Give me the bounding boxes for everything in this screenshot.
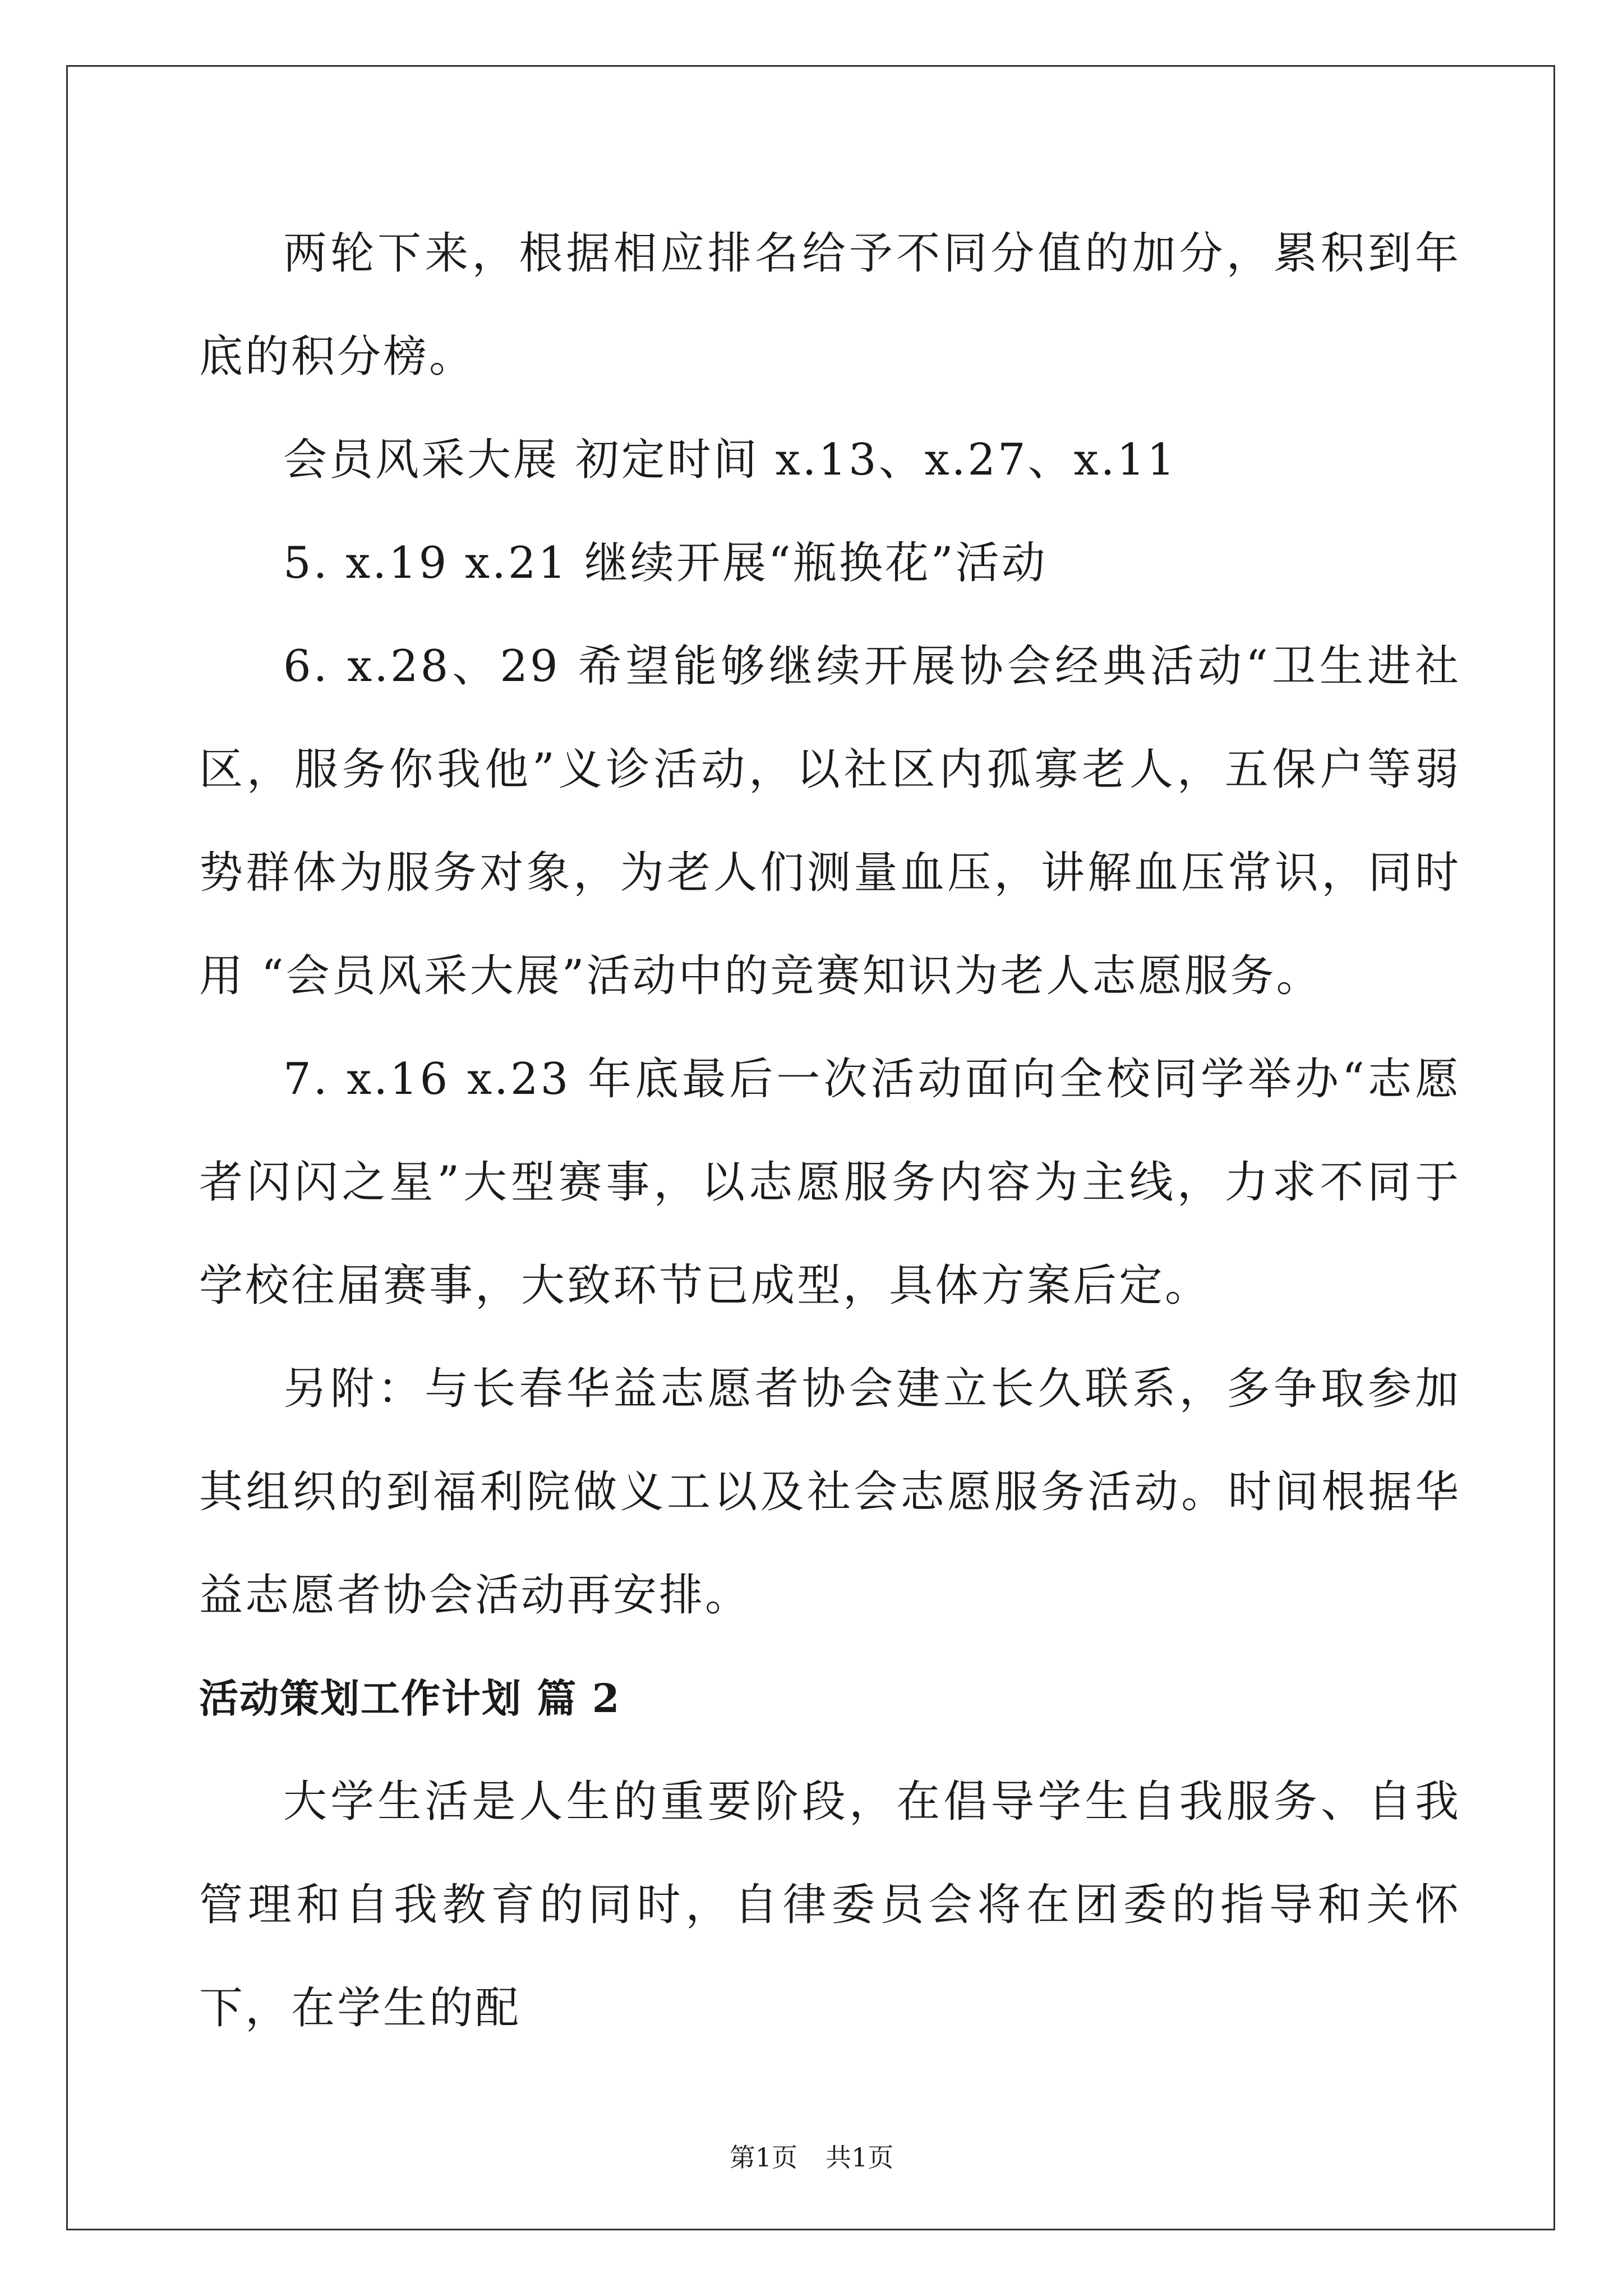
paragraph-member-showcase: 会员风采大展 初定时间 x.13、x.27、x.11	[283, 435, 1177, 485]
paragraph-item-7: 7. x.16 x.23 年底最后一次活动面向全校同学举办“志愿者闪闪之星”大型赛事，以志愿服务内容为主线，力求不同于学校往届赛事，大致环节已成型，具体方案后定。	[199, 1054, 1461, 1311]
section-heading: 活动策划工作计划 篇 2	[199, 1675, 621, 1722]
page-number: 第1页	[729, 2142, 797, 2173]
page-footer	[0, 2137, 1623, 2174]
document-body	[199, 202, 1461, 2060]
paragraph-intro-section-2: 大学生活是人生的重要阶段，在倡导学生自我服务、自我管理和自我教育的同时，自律委员会将在团委的指导和关怀下，在学生的配	[199, 1777, 1461, 2033]
paragraph-item-6: 6. x.28、29 希望能够继续开展协会经典活动“卫生进社区，服务你我他”义诊活动，以社区内孤寡老人，五保户等弱势群体为服务对象，为老人们测量血压，讲解血压常识，同时用 “会员风采大展”活动中的竞赛知识为老人志愿服务。	[199, 641, 1461, 1001]
paragraph-item-5: 5. x.19 x.21 继续开展“瓶换花”活动	[283, 538, 1048, 588]
paragraph-points-ranking: 两轮下来，根据相应排名给予不同分值的加分，累积到年底的积分榜。	[199, 228, 1461, 382]
page-total: 共1页	[826, 2142, 894, 2173]
paragraph-appendix: 另附：与长春华益志愿者协会建立长久联系，多争取参加其组织的到福利院做义工以及社会志愿服务活动。时间根据华益志愿者协会活动再安排。	[199, 1364, 1461, 1621]
